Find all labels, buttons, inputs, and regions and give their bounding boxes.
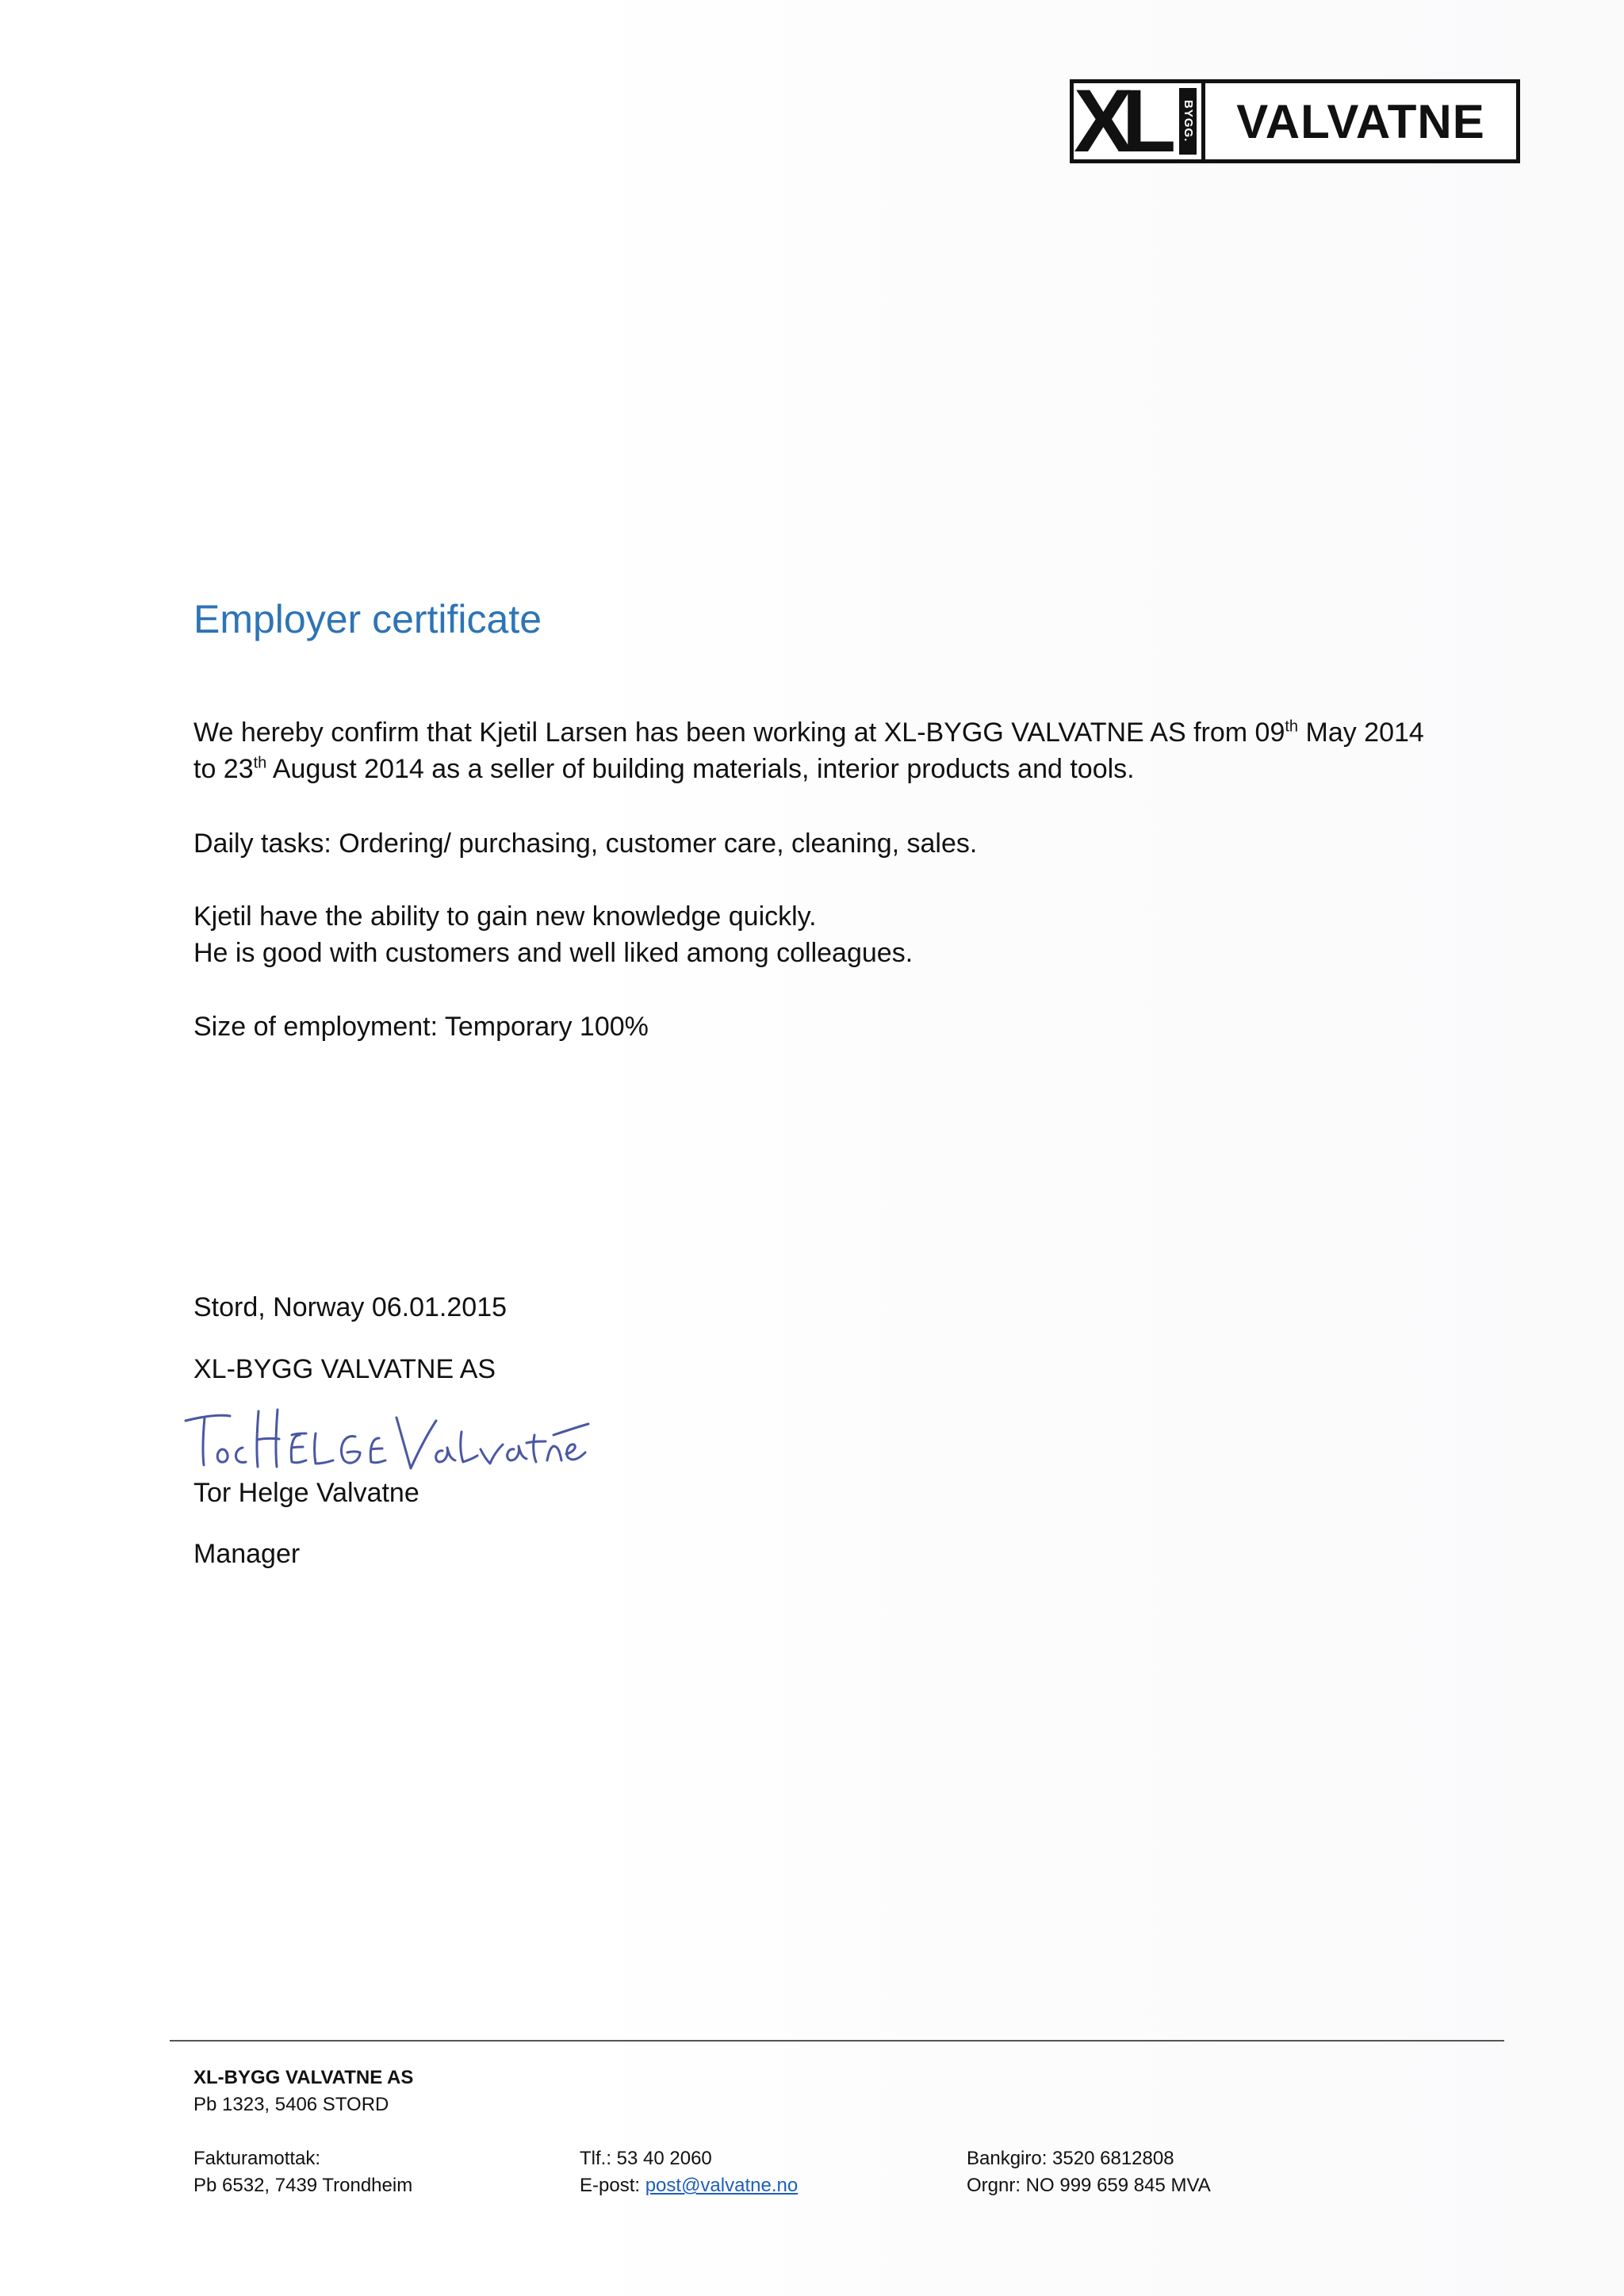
ability-line-2: He is good with customers and well liked among colleagues.	[193, 938, 914, 968]
intro-line-1	[193, 714, 1424, 751]
intro-line-1-sup: th	[1285, 718, 1299, 736]
intro-line-1-text: We hereby confirm that Kjetil Larsen has been working at XL-BYGG VALVATNE AS from 09	[193, 718, 1285, 748]
footer-company-name: XL-BYGG VALVATNE AS	[193, 2067, 414, 2088]
footer-email-label: E-post:	[580, 2175, 645, 2196]
company-name: XL-BYGG VALVATNE AS	[193, 1354, 496, 1384]
signatory-name: Tor Helge Valvatne	[193, 1478, 419, 1508]
footer-invoice-label: Fakturamottak:	[193, 2148, 321, 2169]
logo-name: VALVATNE	[1236, 94, 1485, 148]
intro-line-1-end: May 2014	[1298, 718, 1424, 748]
footer-email-row	[580, 2172, 798, 2199]
footer-orgnr: Orgnr: NO 999 659 845 MVA	[967, 2175, 1211, 2196]
logo-mark-text: XL	[1074, 71, 1166, 170]
footer-bankgiro: Bankgiro: 3520 6812808	[967, 2148, 1174, 2169]
intro-line-2-text: to 23	[193, 754, 254, 784]
company-logo	[1070, 71, 1520, 170]
handwritten-signature	[181, 1403, 593, 1483]
ability-line-1: Kjetil have the ability to gain new knowledge quickly.	[193, 901, 817, 932]
footer-company-address: Pb 1323, 5406 STORD	[193, 2094, 389, 2115]
daily-tasks: Daily tasks: Ordering/ purchasing, customer care, cleaning, sales.	[193, 828, 978, 859]
logo-mark	[1074, 71, 1205, 170]
footer-invoice-address: Pb 6532, 7439 Trondheim	[193, 2175, 413, 2196]
place-date: Stord, Norway 06.01.2015	[193, 1292, 508, 1322]
document-title: Employer certificate	[193, 597, 542, 641]
employment-size: Size of employment: Temporary 100%	[193, 1012, 649, 1042]
intro-line-2	[193, 751, 1135, 787]
logo-mark-subtext: BYGG.	[1179, 88, 1197, 155]
footer-divider	[170, 2040, 1504, 2042]
intro-line-2-end: August 2014 as a seller of building materials, interior products and tools.	[266, 754, 1135, 784]
footer-phone: Tlf.: 53 40 2060	[580, 2148, 712, 2169]
footer-email-link[interactable]: post@valvatne.no	[645, 2175, 799, 2196]
signatory-title: Manager	[193, 1539, 301, 1569]
intro-line-2-sup: th	[253, 754, 267, 772]
